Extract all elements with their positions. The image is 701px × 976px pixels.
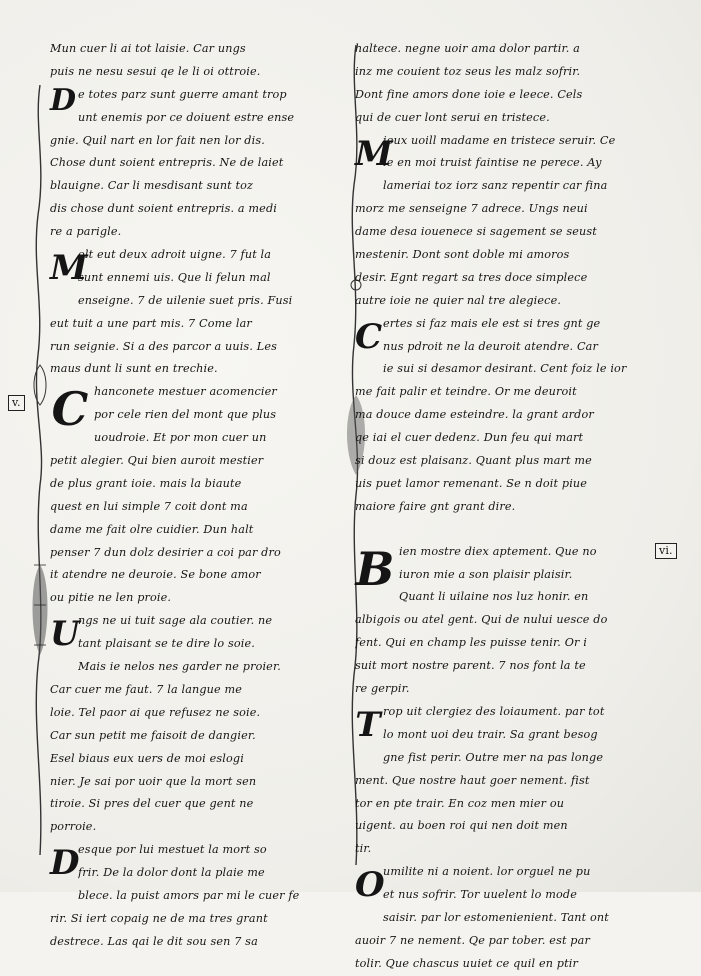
text-line: loie. Tel paor ai que refusez ne soie. bbox=[50, 705, 261, 719]
right-column bbox=[355, 38, 673, 976]
text-line: saisir. par lor estomenienient. Tant ont bbox=[383, 910, 609, 924]
left-paragraph-3 bbox=[12, 381, 338, 610]
initial-letter: O bbox=[355, 865, 385, 906]
text-line: tolir. Que chascus uuiet ce quil en ptir bbox=[355, 956, 578, 970]
text-line: Quant li uilaine nos luz honir. en bbox=[399, 590, 589, 604]
left-column bbox=[12, 38, 338, 954]
text-line: Mais ie nelos nes garder ne proier. bbox=[78, 660, 281, 674]
text-line: dame me fait olre cuidier. Dun halt bbox=[50, 522, 254, 536]
text-line: le en moi truist faintise ne perece. Ay bbox=[383, 156, 602, 170]
text-line: de plus grant ioie. mais la biaute bbox=[50, 476, 242, 490]
text-line: et nus sofrir. Tor uuelent lo mode bbox=[383, 888, 577, 902]
text-line: olt eut deux adroit uigne. 7 fut la bbox=[78, 248, 272, 262]
text-line: unt enemis por ce doiuent estre ense bbox=[78, 110, 295, 124]
text-line: ma douce dame esteindre. la grant ardor bbox=[355, 408, 594, 422]
text-line: blece. la puist amors par mi le cuer fe bbox=[78, 888, 300, 902]
text-line: suit mort nostre parent. 7 nos font la te bbox=[355, 659, 586, 673]
text-line: dis chose dunt soient entrepris. a medi bbox=[50, 202, 277, 216]
text-line: Mun cuer li ai tot laisie. Car ungs bbox=[50, 42, 246, 55]
text-line: albigois ou atel gent. Qui de nului uesce do bbox=[355, 613, 608, 627]
text-line: tor en pte trair. En coz men mier ou bbox=[355, 796, 565, 810]
text-line: qe iai el cuer dedenz. Dun feu qui mart bbox=[355, 431, 584, 445]
text-line: ngs ne ui tuit sage ala coutier. ne bbox=[78, 614, 273, 628]
text-line: ie sui si desamor desirant. Cent foiz le ior bbox=[383, 362, 627, 376]
initial-letter: M bbox=[50, 248, 88, 289]
initial-letter: U bbox=[50, 614, 80, 655]
text-line: haltece. negne uoir ama dolor partir. a bbox=[355, 42, 580, 55]
text-line: ertes si faz mais ele est si tres gnt ge bbox=[383, 316, 601, 330]
text-line: gne fist perir. Outre mer na pas longe bbox=[383, 750, 604, 764]
section-marker: vi. bbox=[655, 543, 677, 559]
illuminated-initial: B bbox=[355, 541, 395, 596]
text-line: re a parigle. bbox=[50, 225, 122, 239]
text-line: Chose dunt soient entrepris. Ne de laiet bbox=[50, 156, 284, 170]
text-line: si douz est plaisanz. Quant plus mart me bbox=[355, 454, 592, 468]
text-line: porroie. bbox=[50, 820, 97, 834]
text-line: mestenir. Dont sont doble mi amoros bbox=[355, 248, 570, 262]
text-line: nier. Je sai por uoir que la mort sen bbox=[50, 774, 257, 788]
text-line: tir. bbox=[355, 842, 372, 856]
text-line: maiore faire gnt grant dire. bbox=[355, 499, 516, 513]
text-line: blauigne. Car li mesdisant sunt toz bbox=[50, 179, 254, 193]
text-line: uoudroie. Et por mon cuer un bbox=[94, 431, 267, 445]
text-line: eut tuit a une part mis. 7 Come lar bbox=[50, 316, 252, 330]
text-line: quest en lui simple 7 coit dont ma bbox=[50, 499, 248, 513]
text-line: morz me senseigne 7 adrece. Ungs neui bbox=[355, 202, 588, 216]
right-paragraph-1 bbox=[355, 130, 660, 313]
text-line: uigent. au boen roi qui nen doit men bbox=[355, 819, 568, 833]
left-paragraph-5 bbox=[50, 839, 338, 953]
text-line: e totes parz sunt guerre amant trop bbox=[78, 87, 287, 101]
text-line: uis puet lamor remenant. Se n doit piue bbox=[355, 476, 588, 490]
section-marker: v. bbox=[8, 395, 25, 411]
text-line: por cele rien del mont que plus bbox=[94, 408, 277, 422]
text-line: frir. De la dolor dont la plaie me bbox=[78, 866, 265, 880]
text-line: iuron mie a son plaisir plaisir. bbox=[399, 567, 573, 581]
text-line: penser 7 dun dolz desirier a coi par dro bbox=[50, 545, 281, 559]
text-line: Car sun petit me faisoit de dangier. bbox=[50, 728, 256, 742]
text-line: desir. Egnt regart sa tres doce simplece bbox=[355, 270, 588, 284]
text-line: lameriai toz iorz sanz repentir car fina bbox=[383, 179, 608, 193]
text-line: tant plaisant se te dire lo soie. bbox=[78, 637, 255, 651]
left-paragraph-2 bbox=[50, 244, 338, 381]
text-line: ment. Que nostre haut goer nement. fist bbox=[355, 773, 590, 787]
left-paragraph-4 bbox=[50, 610, 338, 839]
text-line: it atendre ne deuroie. Se bone amor bbox=[50, 568, 261, 582]
text-line: puis ne nesu sesui qe le li oi ottroie. bbox=[50, 64, 261, 78]
illuminated-initial: C bbox=[51, 382, 89, 437]
text-line: dame desa iouenece si sagement se seust bbox=[355, 225, 597, 239]
text-line: autre ioie ne quier nal tre alegiece. bbox=[355, 293, 562, 307]
text-line: re gerpir. bbox=[355, 682, 410, 696]
text-line: me fait palir et teindre. Or me deuroit bbox=[355, 385, 577, 399]
text-line: maus dunt li sunt en trechie. bbox=[50, 362, 218, 376]
text-line: Car cuer me faut. 7 la langue me bbox=[50, 682, 243, 696]
text-line: rir. Si iert copaig ne de ma tres grant bbox=[50, 911, 268, 925]
right-paragraph-0 bbox=[355, 38, 660, 130]
text-line: ou pitie ne len proie. bbox=[50, 591, 172, 605]
text-line: tiroie. Si pres del cuer que gent ne bbox=[50, 797, 254, 811]
text-line: esque por lui mestuet la mort so bbox=[78, 843, 267, 857]
text-line: qui de cuer lont serui en tristece. bbox=[355, 110, 550, 124]
text-line: auoir 7 ne nement. Qe par tober. est par bbox=[355, 933, 590, 947]
right-paragraph-5 bbox=[355, 861, 660, 975]
text-line: inz me couient toz seus les malz sofrir. bbox=[355, 64, 581, 78]
text-line: fent. Qui en champ les puisse tenir. Or i bbox=[355, 636, 587, 650]
text-line: run seignie. Si a des parcor a uuis. Les bbox=[50, 339, 277, 353]
text-line: gnie. Quil nart en lor fait nen lor dis. bbox=[50, 133, 265, 147]
text-line: rop uit clergiez des loiaument. par tot bbox=[383, 704, 605, 718]
text-line: destrece. Las qai le dit sou sen 7 sa bbox=[50, 934, 258, 948]
text-line: Dont fine amors done ioie e leece. Cels bbox=[355, 87, 583, 101]
left-paragraph-1 bbox=[50, 84, 338, 244]
initial-letter: T bbox=[355, 704, 381, 745]
text-line: lo mont uoi deu trair. Sa grant besog bbox=[383, 727, 598, 741]
left-paragraph-0 bbox=[50, 38, 338, 84]
text-line: sunt ennemi uis. Que li felun mal bbox=[78, 270, 271, 284]
initial-letter: M bbox=[355, 133, 393, 174]
initial-letter: C bbox=[355, 316, 383, 357]
right-paragraph-4 bbox=[355, 701, 660, 861]
text-line: ien mostre diex aptement. Que no bbox=[399, 544, 597, 558]
right-paragraph-2 bbox=[355, 313, 660, 519]
text-line: Esel biaus eux uers de moi eslogi bbox=[50, 751, 244, 765]
text-line: nus pdroit ne la deuroit atendre. Car bbox=[383, 339, 598, 353]
initial-letter: D bbox=[50, 843, 80, 884]
initial-letter: D bbox=[50, 82, 77, 118]
right-paragraph-3 bbox=[355, 541, 673, 701]
text-line: ieux uoill madame en tristece seruir. Ce bbox=[383, 133, 616, 147]
text-line: enseigne. 7 de uilenie suet pris. Fusi bbox=[78, 293, 293, 307]
text-line: petit alegier. Qui bien auroit mestier bbox=[50, 454, 264, 468]
text-line: umilite ni a noient. lor orguel ne pu bbox=[383, 865, 591, 879]
text-line: hanconete mestuer acomencier bbox=[94, 385, 277, 399]
